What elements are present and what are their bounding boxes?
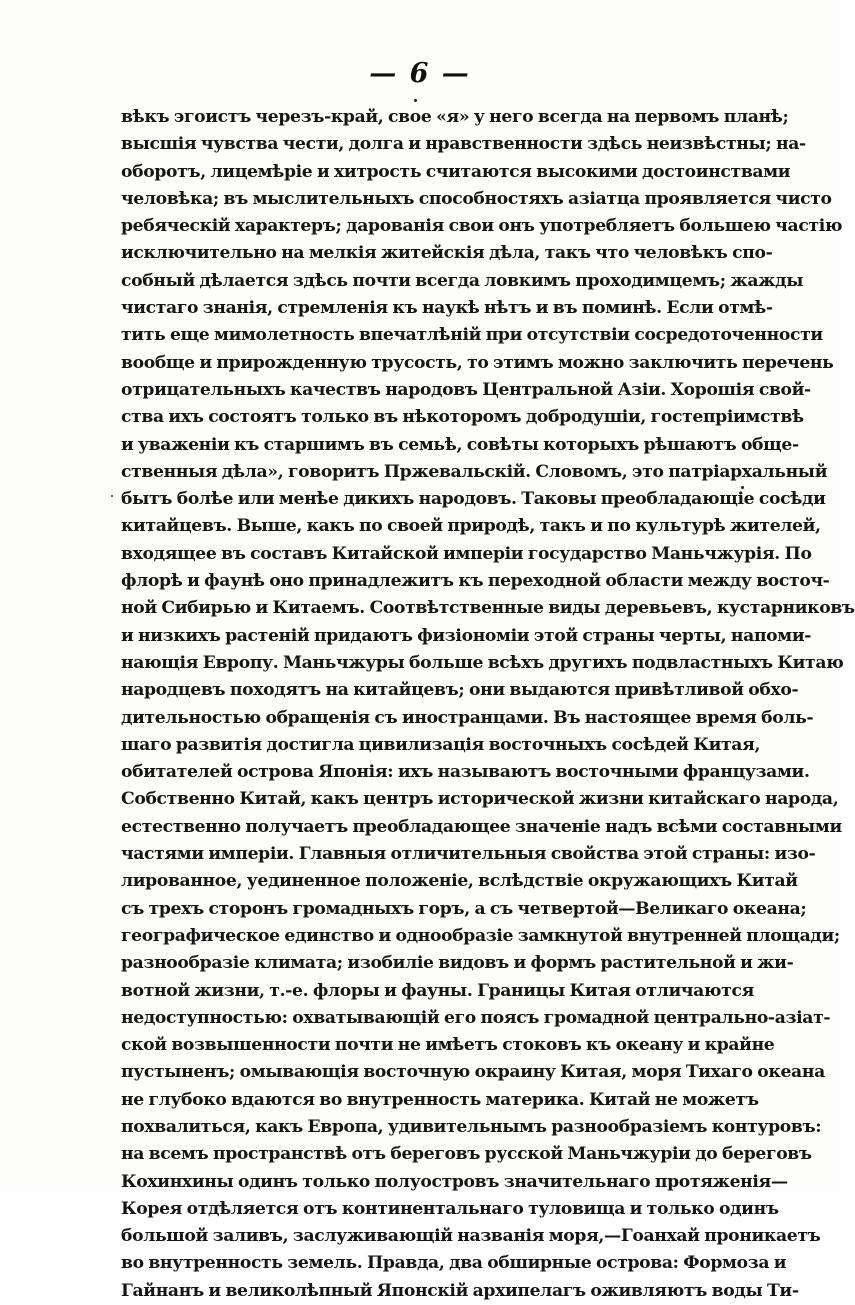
text-line: бытъ болѣе или менѣе дикихъ народовъ. Таковы преобладающіе сосѣди [121, 489, 826, 510]
text-line: оборотъ, лицемѣріе и хитрость считаются высокими достоинствами [121, 161, 791, 182]
print-speck [111, 495, 113, 497]
text-line: естественно получаетъ преобладающее значеніе надъ всѣми составными [121, 816, 842, 837]
text-line: и низкихъ растеній придаютъ физіономіи этой страны черты, напоми- [121, 625, 812, 646]
text-line: ребяческій характеръ; дарованія свои онъ употребляетъ большею частію [121, 216, 843, 237]
text-line: ства ихъ состоятъ только въ нѣкоторомъ добродушіи, гостепріимствѣ [121, 407, 804, 428]
text-line: на всемъ пространствѣ отъ береговъ русской Маньчжуріи до береговъ [121, 1144, 812, 1165]
text-line: географическое единство и однообразіе замкнутой внутренней площади; [121, 925, 840, 946]
text-line: недоступностью: охватывающій его поясъ громадной центрально-азіат- [121, 1007, 831, 1028]
text-line: вотной жизни, т.-е. флоры и фауны. Границы Китая отличаются [121, 980, 754, 1001]
text-line: флорѣ и фаунѣ оно принадлежитъ къ переходной области между восточ- [121, 571, 830, 592]
text-line: Гайнанъ и великолѣпный Японскій архипелагъ оживляютъ воды Ти- [121, 1280, 799, 1301]
text-line: шаго развитія достигла цивилизація восточныхъ сосѣдей Китая, [121, 734, 761, 755]
text-line: исключительно на мелкія житейскія дѣла, такъ что человѣкъ спо- [121, 243, 773, 264]
text-line: пустыненъ; омывающія восточную окраину Китая, моря Тихаго океана [121, 1062, 825, 1083]
text-line: китайцевъ. Выше, какъ по своей природѣ, такъ и по культурѣ жителей, [121, 516, 821, 537]
page-number: — 6 — [369, 58, 471, 89]
text-line: лированное, уединенное положеніе, вслѣдствіе окружающихъ Китай [121, 871, 798, 892]
text-line: ной Сибирью и Китаемъ. Соотвѣтственные виды деревьевъ, кустарниковъ [121, 598, 855, 619]
text-line: отрицательныхъ качествъ народовъ Центральной Азіи. Хорошія свой- [121, 379, 811, 400]
text-line: Собственно Китай, какъ центръ исторической жизни китайскаго народа, [121, 789, 839, 810]
text-line: тить еще мимолетность впечатлѣній при отсутствіи сосредоточенности [121, 325, 823, 346]
text-line: входящее въ составъ Китайской имперіи государство Маньчжурія. По [121, 543, 812, 564]
text-line: большой заливъ, заслуживающій названія моря,—Гоанхай проникаетъ [121, 1226, 821, 1247]
text-line: чистаго знанія, стремленія къ наукѣ нѣтъ и въ поминѣ. Если отмѣ- [121, 298, 773, 319]
text-line: вѣкъ эгоистъ черезъ-край, свое «я» у него всегда на первомъ планѣ; [121, 107, 789, 127]
text-line: высшія чувства чести, долга и нравственности здѣсь неизвѣстны; на- [121, 134, 806, 155]
text-line: нающія Европу. Маньчжуры больше всѣхъ другихъ подвластныхъ Китаю [121, 652, 844, 673]
text-line: человѣка; въ мыслительныхъ способностяхъ азіатца проявляется чисто [121, 188, 832, 209]
text-line: вообще и прирожденную трусость, то этимъ можно заключить перечень [121, 352, 834, 373]
text-line: частями имперіи. Главныя отличительныя свойства этой страны: изо- [121, 844, 816, 865]
body-text [121, 104, 855, 1305]
text-line: и уваженіи къ старшимъ въ семьѣ, совѣты которыхъ рѣшаютъ обще- [121, 434, 799, 455]
text-line: ской возвышенности почти не имѣетъ стоковъ къ океану и крайне [121, 1035, 775, 1056]
print-speck [414, 99, 417, 102]
text-line: не глубоко вдаются во внутренность материка. Китай не можетъ [121, 1089, 759, 1110]
text-line: Корея отдѣляется отъ континентальнаго туловища и только одинъ [121, 1198, 779, 1219]
text-line: народцевъ походятъ на китайцевъ; они выдаются привѣтливой обхо- [121, 680, 799, 701]
text-line: обитателей острова Японія: ихъ называютъ восточными французами. [121, 762, 810, 783]
text-line: Кохинхины одинъ только полуостровъ значительнаго протяженія— [121, 1171, 788, 1192]
text-line: ственныя дѣла», говоритъ Пржевальскій. Словомъ, это патріархальный [121, 461, 828, 482]
text-line: во внутренность земель. Правда, два обширные острова: Формоза и [121, 1253, 787, 1274]
text-line: разнообразіе климата; изобиліе видовъ и формъ растительной и жи- [121, 953, 794, 974]
text-line: собный дѣлается здѣсь почти всегда ловкимъ проходимцемъ; жажды [121, 270, 804, 291]
text-line: похвалиться, какъ Европа, удивительнымъ разнообразіемъ контуровъ: [121, 1116, 822, 1137]
text-line: съ трехъ сторонъ громадныхъ горъ, а съ четвертой—Великаго океана; [121, 898, 807, 919]
text-line: дительностью обращенія съ иностранцами. Въ настоящее время боль- [121, 707, 814, 728]
